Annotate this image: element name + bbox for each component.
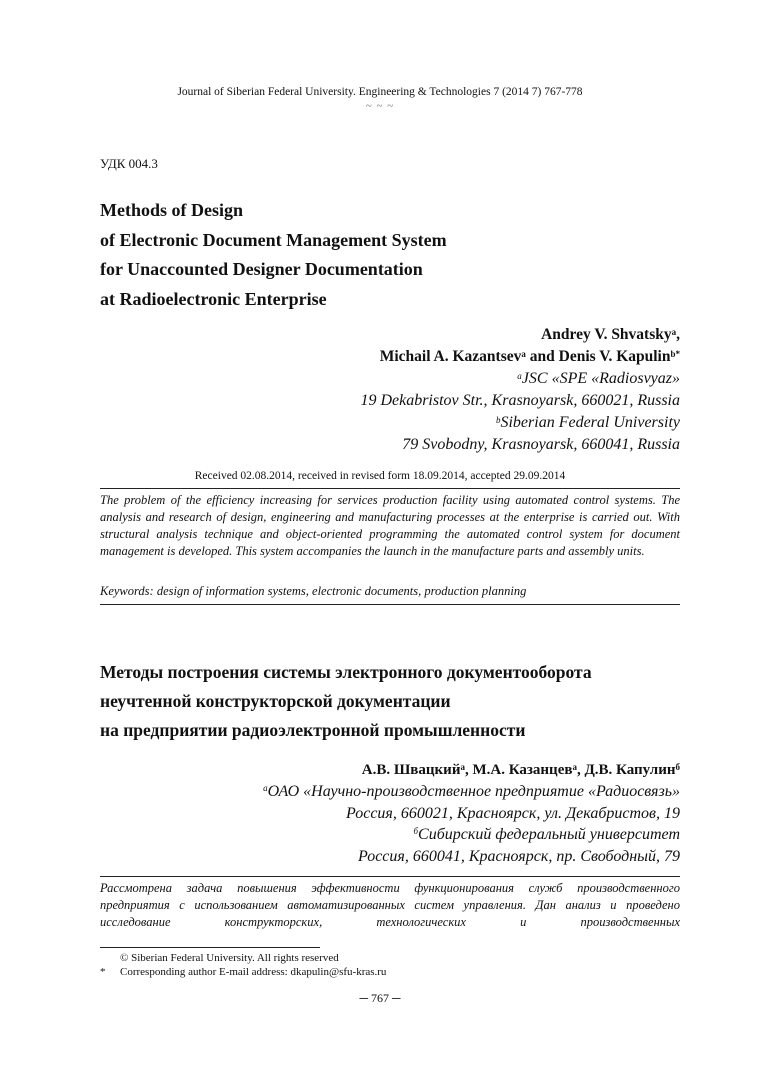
russian-authors: А.В. Швацкий$^а$, М.А. Казанцев$^а$, Д.В. Капулин$^б$ [361,762,680,778]
affiliation-b-address-ru: Россия, 660041, Красноярск, пр. Свободный, 79 [358,847,680,865]
english-keywords: Keywords: design of information systems, electronic documents, production planning [100,584,527,598]
author-kapulin-ru: Д.В. Капулин [584,762,676,778]
affiliation-b-name-ru [263,824,680,846]
english-title-line: of Electronic Document Management System [100,229,447,250]
affiliation-b-name [360,412,680,434]
footnote-rule [100,947,320,948]
affiliation-b-text-ru: Сибирский федеральный университет [418,826,680,843]
affiliation-marker: b [495,415,501,425]
english-title-line: for Unaccounted Designer Documentation [100,259,423,279]
english-title-line: at Radioelectronic Enterprise [100,288,327,309]
affiliation-marker: б [413,826,419,836]
affiliation-marker: a [521,349,526,359]
russian-title-line: Методы построения системы электронного документооборота [100,662,592,682]
corresponding-author-text: Corresponding author E-mail address: dkapulin@sfu-kras.ru [120,966,387,978]
abstract-bottom-rule [100,604,680,605]
authors-conjunction: and [525,348,559,365]
footnote-corresponding [100,965,386,979]
footnote-marker: * [100,966,106,978]
affiliation-marker: a [671,327,677,337]
affiliation-a-address: 19 Dekabristov Str., Krasnoyarsk, 660021, Russia [360,392,680,409]
affiliation-a-text-ru: ОАО «Научно-производственное предприятие «Радиосвязь» [267,783,680,800]
russian-abstract: Рассмотрена задача повышения эффективности функционирования служб производственного предприятия с использованием автоматизированных систем управления. Дан анализ и проведено исследование конструкторских, технологических и производственных [100,881,680,929]
author-kazantsev-ru: М.А. Казанцев [472,762,573,778]
english-authors-line-1: Andrey V. Shvatsky$^a$, [541,326,680,343]
header-ornament: ~ ~ ~ [365,100,395,112]
journal-header: Journal of Siberian Federal University. Engineering & Technologies 7 (2014 7) 767-778 [177,86,583,98]
affiliation-b-address: 79 Svobodny, Krasnoyarsk, 660041, Russia [402,436,680,453]
affiliation-marker: a [517,371,522,381]
footnote-copyright [100,951,386,965]
english-authors [380,324,680,368]
english-affiliations [360,368,680,456]
copyright-text: © Siberian Federal University. All rights reserved [120,952,339,964]
udk-code: УДК 004.3 [100,156,158,171]
affiliation-a-name-ru [263,781,680,803]
russian-title-line: на предприятии радиоэлектронной промышленности [100,720,526,740]
affiliation-a-name [360,368,680,390]
russian-title-line: неучтенной конструкторской документации [100,691,451,711]
author-shvatsky-ru: А.В. Швацкий [361,762,461,778]
affiliation-marker: b* [670,349,680,359]
russian-abstract-top-rule [100,876,680,877]
page-number: ─ 767 ─ [359,991,401,1005]
affiliation-a-address-ru: Россия, 660021, Красноярск, ул. Декабристов, 19 [346,804,680,822]
affiliation-marker: а [263,783,268,793]
author-shvatsky: Andrey V. Shvatsky [541,326,672,343]
english-authors-line-2 [380,346,680,368]
abstract-top-rule [100,488,680,489]
english-abstract: The problem of the efficiency increasing for services production facility using automated control systems. The analysis and research of design, engineering and manufacturing processes at the enterprise is carried out. With structural analysis technique and object-oriented programming the automated control system for document management is developed. This system accompanies the launch in the manufacture parts and assembly units. [100,493,680,558]
received-dates: Received 02.08.2014, received in revised form 18.09.2014, accepted 29.09.2014 [194,470,566,482]
affiliation-b-text: Siberian Federal University [500,414,680,431]
english-title [100,196,447,314]
author-kazantsev: Michail A. Kazantsev [379,348,522,365]
russian-title [100,658,592,745]
affiliation-a-text: JSC «SPE «Radiosvyaz» [521,370,680,387]
affiliation-marker: б [675,762,680,772]
affiliation-marker: а [572,762,577,772]
footnotes [100,951,386,979]
russian-affiliations [263,781,680,867]
english-title-line: Methods of Design [100,200,243,220]
author-kapulin: Denis V. Kapulin [558,348,671,365]
affiliation-marker: а [460,762,465,772]
